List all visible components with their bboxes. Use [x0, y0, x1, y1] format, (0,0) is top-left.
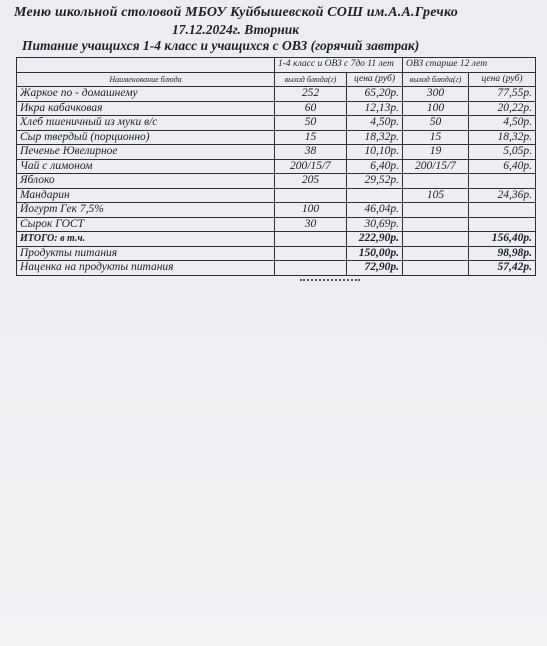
dish-name: Мандарин	[17, 188, 275, 203]
group-junior-header: 1-4 класс и ОВЗ с 7до 11 лет	[275, 58, 403, 73]
output-senior: 19	[403, 145, 469, 160]
output-senior: 15	[403, 130, 469, 145]
table-row	[17, 145, 536, 160]
price-senior: 4,50р.	[469, 116, 536, 131]
price-junior	[347, 188, 403, 203]
col-name-header: Наименование блюда	[17, 72, 275, 87]
markup-senior: 57,42р.	[469, 261, 536, 276]
table-row	[17, 159, 536, 174]
dish-name: Чай с лимоном	[17, 159, 275, 174]
col-price2-header: цена (руб)	[469, 72, 536, 87]
table-column-header	[17, 72, 536, 87]
dotted-line	[300, 279, 360, 281]
markup-label: Наценка на продукты питания	[17, 261, 275, 276]
output-junior: 30	[275, 217, 347, 232]
dish-name: Яблоко	[17, 174, 275, 189]
total-row	[17, 232, 536, 247]
dish-name: Сыр твердый (порционно)	[17, 130, 275, 145]
price-senior: 6,40р.	[469, 159, 536, 174]
menu-subtitle: Питание учащихся 1-4 класс и учащихся с ОВЗ (горячий завтрак)	[22, 38, 420, 53]
empty-header-cell	[17, 58, 275, 73]
table-row	[17, 174, 536, 189]
price-junior: 29,52р.	[347, 174, 403, 189]
table-row	[17, 217, 536, 232]
output-junior: 100	[275, 203, 347, 218]
total-senior: 156,40р.	[469, 232, 536, 247]
menu-table	[16, 57, 536, 276]
dish-name: Печенье Ювелирное	[17, 145, 275, 160]
output-junior: 60	[275, 101, 347, 116]
price-junior: 30,69р.	[347, 217, 403, 232]
dish-name: Жаркое по - домашнему	[17, 87, 275, 102]
products-row	[17, 246, 536, 261]
output-senior	[403, 232, 469, 247]
output-junior: 50	[275, 116, 347, 131]
output-junior	[275, 261, 347, 276]
table-row	[17, 87, 536, 102]
menu-date: 17.12.2024г. Вторник	[172, 22, 300, 37]
output-senior	[403, 246, 469, 261]
dish-name: Икра кабачковая	[17, 101, 275, 116]
output-senior	[403, 261, 469, 276]
output-junior	[275, 246, 347, 261]
col-output2-header: выход блюда(г)	[403, 72, 469, 87]
dish-name: Сырок ГОСТ	[17, 217, 275, 232]
total-junior: 222,90р.	[347, 232, 403, 247]
price-senior	[469, 174, 536, 189]
table-group-header	[17, 58, 536, 73]
menu-title: Меню школьной столовой МБОУ Куйбышевской СОШ им.А.А.Гречко	[14, 5, 458, 20]
group-senior-header: ОВЗ старше 12 лет	[403, 58, 536, 73]
table-row	[17, 203, 536, 218]
price-junior: 4,50р.	[347, 116, 403, 131]
price-junior: 6,40р.	[347, 159, 403, 174]
table-row	[17, 188, 536, 203]
output-junior: 200/15/7	[275, 159, 347, 174]
dish-name: Хлеб пшеничный из муки в/с	[17, 116, 275, 131]
output-senior	[403, 174, 469, 189]
products-junior: 150,00р.	[347, 246, 403, 261]
output-junior	[275, 188, 347, 203]
markup-row	[17, 261, 536, 276]
price-senior: 24,36р.	[469, 188, 536, 203]
price-senior: 18,32р.	[469, 130, 536, 145]
output-senior	[403, 203, 469, 218]
price-junior: 10,10р.	[347, 145, 403, 160]
output-junior: 38	[275, 145, 347, 160]
output-junior: 252	[275, 87, 347, 102]
price-junior: 65,20р.	[347, 87, 403, 102]
dish-name: Йогурт Гек 7,5%	[17, 203, 275, 218]
table-row	[17, 130, 536, 145]
output-senior: 105	[403, 188, 469, 203]
products-senior: 98,98р.	[469, 246, 536, 261]
price-senior: 77,55р.	[469, 87, 536, 102]
price-senior	[469, 217, 536, 232]
output-senior: 200/15/7	[403, 159, 469, 174]
markup-junior: 72,90р.	[347, 261, 403, 276]
output-senior	[403, 217, 469, 232]
price-junior: 46,04р.	[347, 203, 403, 218]
price-senior: 20,22р.	[469, 101, 536, 116]
col-price-header: цена (руб)	[347, 72, 403, 87]
output-senior: 100	[403, 101, 469, 116]
output-senior: 50	[403, 116, 469, 131]
total-label: ИТОГО: в т.ч.	[17, 232, 275, 247]
products-label: Продукты питания	[17, 246, 275, 261]
col-output-header: выход блюда(г)	[275, 72, 347, 87]
price-junior: 12,13р.	[347, 101, 403, 116]
price-senior	[469, 203, 536, 218]
output-junior	[275, 232, 347, 247]
table-row	[17, 116, 536, 131]
output-junior: 15	[275, 130, 347, 145]
output-senior: 300	[403, 87, 469, 102]
price-junior: 18,32р.	[347, 130, 403, 145]
table-row	[17, 101, 536, 116]
output-junior: 205	[275, 174, 347, 189]
price-senior: 5,05р.	[469, 145, 536, 160]
